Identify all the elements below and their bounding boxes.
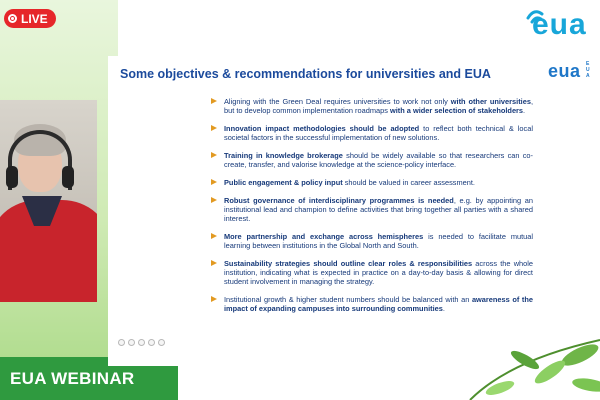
bullet-item: [211, 232, 533, 250]
bullet-arrow-icon: [211, 260, 217, 266]
bullet-emphasis: More partnership and exchange across hemispheres: [224, 232, 424, 241]
bullet-emphasis: Sustainability strategies should outline clear roles & responsibilities: [224, 259, 473, 268]
bullet-arrow-icon: [211, 233, 217, 239]
headset-earcup-right: [62, 166, 74, 188]
slide-nav-icon[interactable]: [158, 339, 165, 346]
bullet-emphasis: Robust governance of interdisciplinary programmes is needed: [224, 195, 454, 205]
bullet-item: [211, 178, 533, 187]
headset-earcup-left: [6, 166, 18, 188]
bullet-emphasis: Public engagement & policy input: [224, 178, 343, 187]
bullet-text: .: [523, 106, 526, 116]
bullet-arrow-icon: [211, 197, 217, 203]
slide-nav-icon[interactable]: [118, 339, 125, 346]
bullet-arrow-icon: [211, 296, 217, 302]
bullet-emphasis: Training in knowledge brokerage: [224, 151, 343, 160]
bullet-text: across the whole institution, indicating what is expected in practice on a day-to-day basis & allowing for direct student involvement in managing the strategy.: [224, 259, 534, 287]
bullet-emphasis: with other universities: [450, 97, 531, 106]
bullet-item: [211, 124, 533, 142]
slide-controls[interactable]: [118, 339, 165, 346]
bullet-text: Institutional growth & higher student numbers should be balanced with an: [224, 295, 472, 305]
slide-title: Some objectives & recommendations for universities and EUA: [120, 67, 491, 81]
bullet-text: is needed to facilitate mutual learning between institutions in the Global North and South.: [224, 232, 533, 251]
leaves-decoration: [430, 300, 600, 400]
bullet-text: .: [442, 304, 445, 314]
bullet-arrow-icon: [211, 152, 217, 158]
bullet-item: [211, 151, 533, 169]
live-badge: [4, 9, 56, 28]
slide-logo-mark: E U A: [586, 61, 590, 79]
bullet-emphasis: Innovation impact methodologies should be adopted: [224, 124, 420, 133]
eua-logo-top: eua: [532, 8, 587, 41]
bullet-list: [211, 97, 533, 322]
slide-nav-icon[interactable]: [148, 339, 155, 346]
bullet-text: should be widely available so that researchers can co-create, transfer, and valorise knowledge at the science-policy interface.: [224, 151, 533, 170]
live-record-icon: [8, 14, 17, 23]
bullet-arrow-icon: [211, 179, 217, 185]
bullet-text: should be valued in career assessment.: [342, 178, 475, 187]
bullet-item: [211, 196, 533, 224]
bullet-arrow-icon: [211, 125, 217, 131]
webinar-banner-label: EUA WEBINAR: [10, 368, 135, 388]
bullet-text: , e.g. by appointing an institutional lead and champion to define activities that bring together all parties with a shared interest.: [224, 195, 533, 224]
slide-nav-icon[interactable]: [128, 339, 135, 346]
slide-eua-logo: eua: [548, 61, 581, 81]
bullet-arrow-icon: [211, 98, 217, 104]
bullet-item: [211, 259, 533, 287]
bullet-text: to reflect both technical & local societal factors in the successful implementation of new solutions.: [224, 124, 533, 143]
live-label: LIVE: [21, 11, 48, 26]
bullet-text: , but to develop common implementation roadmaps: [224, 97, 533, 116]
slide-nav-icon[interactable]: [138, 339, 145, 346]
presenter-webcam: [0, 100, 97, 302]
bullet-text: Aligning with the Green Deal requires universities to work not only: [224, 97, 451, 106]
bullet-emphasis: with a wider selection of stakeholders: [389, 106, 524, 116]
bullet-emphasis: awareness of the impact of expanding campuses into surrounding communities: [224, 295, 533, 314]
bullet-item: [211, 97, 533, 115]
